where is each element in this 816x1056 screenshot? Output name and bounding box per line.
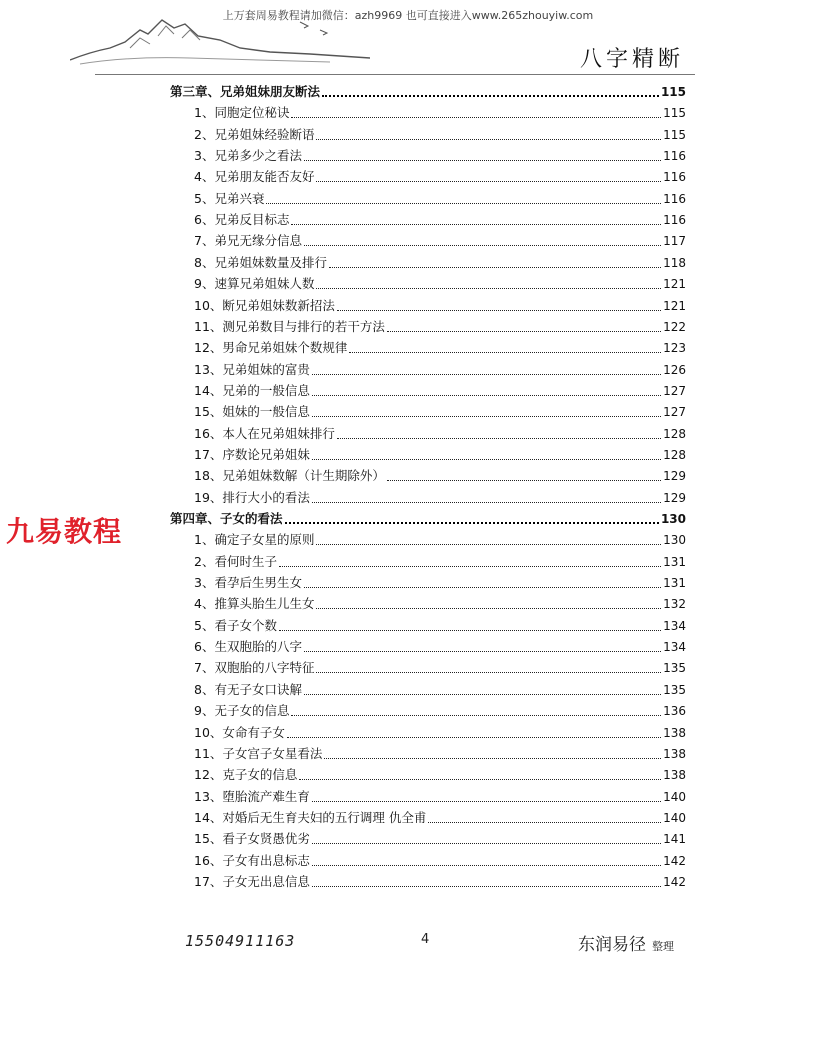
toc-page-number: 142 bbox=[663, 853, 686, 868]
toc-page-number: 116 bbox=[663, 213, 686, 228]
toc-page-number: 141 bbox=[663, 832, 686, 847]
toc-page-number: 129 bbox=[663, 490, 686, 505]
toc-page-number: 122 bbox=[663, 319, 686, 334]
dot-leader bbox=[387, 480, 661, 481]
toc-item-row[interactable] bbox=[170, 592, 686, 612]
toc-entry-label: 16、本人在兄弟姐妹排行 bbox=[194, 425, 335, 441]
toc-entry-label: 8、兄弟姐妹数量及排行 bbox=[194, 254, 327, 270]
page-number: 4 bbox=[421, 932, 430, 947]
toc-page-number: 136 bbox=[663, 704, 686, 719]
dot-leader bbox=[324, 758, 661, 759]
dot-leader bbox=[316, 608, 661, 609]
dot-leader bbox=[312, 843, 661, 844]
toc-entry-label: 第三章、兄弟姐妹朋友断法 bbox=[170, 84, 321, 99]
toc-item-row[interactable] bbox=[170, 165, 686, 185]
dot-leader bbox=[329, 267, 661, 268]
toc-item-row[interactable] bbox=[170, 699, 686, 719]
toc-entry-label: 9、无子女的信息 bbox=[194, 703, 290, 719]
toc-item-row[interactable] bbox=[170, 400, 686, 420]
toc-item-row[interactable] bbox=[170, 315, 686, 335]
toc-page-number: 134 bbox=[663, 640, 686, 655]
toc-entry-label: 4、兄弟朋友能否友好 bbox=[194, 169, 315, 185]
dot-leader bbox=[299, 779, 661, 780]
dot-leader bbox=[316, 544, 661, 545]
dot-leader bbox=[291, 224, 661, 225]
toc-entry-label: 1、同胞定位秘诀 bbox=[194, 105, 290, 121]
dot-leader bbox=[291, 117, 661, 118]
toc-entry-label: 12、男命兄弟姐妹个数规律 bbox=[194, 340, 348, 356]
toc-item-row[interactable] bbox=[170, 187, 686, 207]
dot-leader bbox=[304, 651, 661, 652]
toc-item-row[interactable] bbox=[170, 486, 686, 506]
toc-entry-label: 10、女命有子女 bbox=[194, 724, 285, 740]
toc-chapter-row[interactable] bbox=[170, 507, 686, 527]
toc-item-row[interactable] bbox=[170, 208, 686, 228]
toc-item-row[interactable] bbox=[170, 849, 686, 869]
toc-entry-label: 7、弟兄无缘分信息 bbox=[194, 233, 302, 249]
toc-entry-label: 5、兄弟兴衰 bbox=[194, 190, 265, 206]
toc-entry-label: 14、兄弟的一般信息 bbox=[194, 382, 310, 398]
dot-leader bbox=[312, 416, 661, 417]
dot-leader bbox=[316, 288, 661, 289]
toc-entry-label: 6、生双胞胎的八字 bbox=[194, 639, 302, 655]
toc-item-row[interactable] bbox=[170, 379, 686, 399]
toc-page-number: 121 bbox=[663, 298, 686, 313]
dot-leader bbox=[316, 672, 661, 673]
toc-page-number: 132 bbox=[663, 597, 686, 612]
toc-entry-label: 17、子女无出息信息 bbox=[194, 873, 310, 889]
toc-page-number: 115 bbox=[663, 106, 686, 121]
toc-item-row[interactable] bbox=[170, 678, 686, 698]
toc-item-row[interactable] bbox=[170, 870, 686, 890]
toc-entry-label: 5、看子女个数 bbox=[194, 617, 277, 633]
toc-item-row[interactable] bbox=[170, 806, 686, 826]
toc-item-row[interactable] bbox=[170, 635, 686, 655]
toc-page-number: 130 bbox=[660, 512, 686, 526]
toc-item-row[interactable] bbox=[170, 144, 686, 164]
toc-item-row[interactable] bbox=[170, 656, 686, 676]
toc-item-row[interactable] bbox=[170, 101, 686, 121]
toc-item-row[interactable] bbox=[170, 123, 686, 143]
dot-leader bbox=[316, 139, 661, 140]
dot-leader bbox=[304, 694, 661, 695]
toc-page-number: 134 bbox=[663, 618, 686, 633]
toc-entry-label: 14、对婚后无生育夫妇的五行调理 仇全甫 bbox=[194, 809, 427, 825]
toc-entry-label: 13、堕胎流产难生育 bbox=[194, 788, 310, 804]
toc-entry-label: 8、有无子女口诀解 bbox=[194, 681, 302, 697]
toc-entry-label: 10、断兄弟姐妹数新招法 bbox=[194, 297, 335, 313]
toc-entry-label: 7、双胞胎的八字特征 bbox=[194, 660, 315, 676]
toc-item-row[interactable] bbox=[170, 763, 686, 783]
toc-item-row[interactable] bbox=[170, 550, 686, 570]
top-banner-text: 上万套周易教程请加微信：azh9969 也可直接进入www.265zhouyiw.com bbox=[222, 9, 594, 22]
header-divider bbox=[95, 74, 695, 75]
toc-page-number: 116 bbox=[663, 170, 686, 185]
dot-leader bbox=[304, 587, 661, 588]
toc-item-row[interactable] bbox=[170, 742, 686, 762]
book-title: 八字精断 bbox=[579, 47, 684, 72]
dot-leader bbox=[387, 331, 661, 332]
toc-entry-label: 3、看孕后生男生女 bbox=[194, 575, 302, 591]
toc-page-number: 116 bbox=[663, 149, 686, 164]
toc-entry-label: 3、兄弟多少之看法 bbox=[194, 148, 302, 164]
toc-entry-label: 19、排行大小的看法 bbox=[194, 489, 310, 505]
dot-leader bbox=[291, 715, 661, 716]
toc-page-number: 129 bbox=[663, 469, 686, 484]
toc-page-number: 140 bbox=[663, 810, 686, 825]
dot-leader bbox=[312, 459, 661, 460]
dot-leader bbox=[312, 374, 661, 375]
toc-item-row[interactable] bbox=[170, 785, 686, 805]
toc-entry-label: 4、推算头胎生儿生女 bbox=[194, 596, 315, 612]
signature bbox=[578, 930, 674, 955]
dot-leader bbox=[316, 181, 661, 182]
toc-page-number: 123 bbox=[663, 341, 686, 356]
toc-entry-label: 17、序数论兄弟姐妹 bbox=[194, 446, 310, 462]
dot-leader bbox=[337, 310, 661, 311]
toc-chapter-row[interactable] bbox=[170, 80, 686, 100]
dot-leader bbox=[304, 160, 661, 161]
dot-leader bbox=[322, 95, 659, 97]
toc-entry-label: 18、兄弟姐妹数解（计生期除外） bbox=[194, 468, 385, 484]
toc-page-number: 117 bbox=[663, 234, 686, 249]
toc-entry-label: 2、兄弟姐妹经验断语 bbox=[194, 126, 315, 142]
toc-item-row[interactable] bbox=[170, 422, 686, 442]
toc-page-number: 128 bbox=[663, 447, 686, 462]
toc-page-number: 127 bbox=[663, 405, 686, 420]
toc-entry-label: 13、兄弟姐妹的富贵 bbox=[194, 361, 310, 377]
dot-leader bbox=[349, 352, 661, 353]
toc-item-row[interactable] bbox=[170, 251, 686, 271]
toc-entry-label: 15、姐妹的一般信息 bbox=[194, 404, 310, 420]
dot-leader bbox=[304, 245, 661, 246]
toc-page-number: 130 bbox=[663, 533, 686, 548]
toc-page-number: 126 bbox=[663, 362, 686, 377]
toc-entry-label: 11、子女宫子女星看法 bbox=[194, 745, 323, 761]
toc-page-number: 135 bbox=[663, 661, 686, 676]
toc-page-number: 142 bbox=[663, 874, 686, 889]
toc-item-row[interactable] bbox=[170, 358, 686, 378]
toc-page-number: 118 bbox=[663, 255, 686, 270]
toc-page-number: 135 bbox=[663, 682, 686, 697]
dot-leader bbox=[428, 822, 661, 823]
toc-item-row[interactable] bbox=[170, 336, 686, 356]
toc-entry-label: 9、速算兄弟姐妹人数 bbox=[194, 276, 315, 292]
toc-page-number: 131 bbox=[663, 554, 686, 569]
toc-item-row[interactable] bbox=[170, 571, 686, 591]
phone-number: 15504911163 bbox=[185, 932, 296, 950]
toc-entry-label: 15、看子女贤愚优劣 bbox=[194, 831, 310, 847]
toc-page-number: 115 bbox=[663, 127, 686, 142]
dot-leader bbox=[279, 566, 661, 567]
dot-leader bbox=[312, 886, 661, 887]
dot-leader bbox=[337, 438, 661, 439]
dot-leader bbox=[312, 801, 661, 802]
toc-entry-label: 16、子女有出息标志 bbox=[194, 852, 310, 868]
toc-entry-label: 12、克子女的信息 bbox=[194, 767, 298, 783]
dot-leader bbox=[312, 395, 661, 396]
toc-entry-label: 1、确定子女星的原则 bbox=[194, 532, 315, 548]
toc-item-row[interactable] bbox=[170, 443, 686, 463]
toc-page-number: 138 bbox=[663, 725, 686, 740]
dot-leader bbox=[287, 737, 661, 738]
toc-item-row[interactable] bbox=[170, 272, 686, 292]
signature-suffix: 整理 bbox=[652, 940, 674, 953]
dot-leader bbox=[285, 522, 659, 524]
toc-item-row[interactable] bbox=[170, 721, 686, 741]
toc-page-number: 128 bbox=[663, 426, 686, 441]
toc-item-row[interactable] bbox=[170, 229, 686, 249]
toc-page-number: 121 bbox=[663, 277, 686, 292]
dot-leader bbox=[312, 502, 661, 503]
signature-name: 东润易径 bbox=[578, 935, 646, 955]
toc-item-row[interactable] bbox=[170, 464, 686, 484]
dot-leader bbox=[312, 865, 661, 866]
watermark-text: 九易教程 bbox=[6, 515, 123, 548]
toc-page-number: 115 bbox=[660, 85, 686, 99]
toc-entry-label: 6、兄弟反目标志 bbox=[194, 212, 290, 228]
toc-item-row[interactable] bbox=[170, 614, 686, 634]
toc-item-row[interactable] bbox=[170, 528, 686, 548]
toc-item-row[interactable] bbox=[170, 294, 686, 314]
dot-leader bbox=[279, 630, 661, 631]
toc-entry-label: 第四章、子女的看法 bbox=[170, 511, 283, 526]
toc-page-number: 138 bbox=[663, 746, 686, 761]
toc-page-number: 127 bbox=[663, 383, 686, 398]
toc-entry-label: 2、看何时生子 bbox=[194, 553, 277, 569]
toc-item-row[interactable] bbox=[170, 827, 686, 847]
toc-page-number: 131 bbox=[663, 576, 686, 591]
toc-page-number: 116 bbox=[663, 191, 686, 206]
mountain-illustration bbox=[70, 8, 370, 70]
dot-leader bbox=[266, 203, 661, 204]
toc-entry-label: 11、测兄弟数目与排行的若干方法 bbox=[194, 318, 385, 334]
toc-page-number: 138 bbox=[663, 768, 686, 783]
toc-page-number: 140 bbox=[663, 789, 686, 804]
